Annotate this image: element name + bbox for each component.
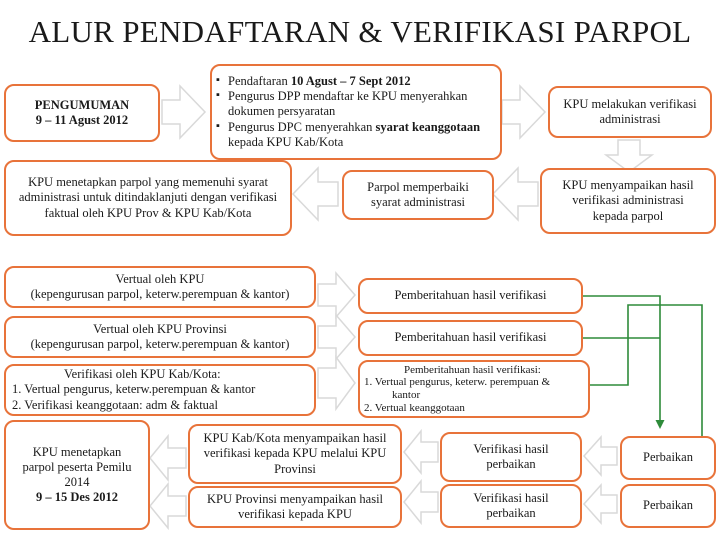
prov-menyampaikan-box: KPU Provinsi menyampaikan hasil verifikasi kepada KPU xyxy=(188,486,402,528)
arrow-verif2-to-prov xyxy=(404,481,438,523)
vertual-prov-box xyxy=(4,316,316,358)
arrow-kab-to-menetapkan xyxy=(150,436,186,480)
arrow-pendaftaran-to-verifikasi xyxy=(502,86,545,138)
pendaftaran-item-2: ▪ Pengurus DPP mendaftar ke KPU menyerahkan dokumen persyaratan xyxy=(216,89,496,120)
vertual-kpu-detail: (kepengurusan parpol, keterw.perempuan & kantor) xyxy=(30,287,290,301)
kpu-verifikasi-admin-box: KPU melakukan verifikasi administrasi xyxy=(548,86,712,138)
vertual-kpu-title: Vertual oleh KPU xyxy=(115,271,205,286)
pemberitahuan-3-item-1-cont: kantor xyxy=(392,389,421,401)
pendaftaran-item-3: ▪ Pengurus DPC menyerahkan syarat keanggotaan kepada KPU Kab/Kota xyxy=(216,120,496,151)
pengumuman-date: 9 – 11 Agust 2012 xyxy=(35,113,129,127)
vertual-prov-title: Vertual oleh KPU Provinsi xyxy=(93,321,227,336)
pendaftaran-box xyxy=(210,64,502,160)
vertual-kpu-box xyxy=(4,266,316,308)
perbaikan-1-box: Perbaikan xyxy=(620,436,716,480)
kab-menyampaikan-box: KPU Kab/Kota menyampaikan hasil verifikasi kepada KPU melalui KPU Provinsi xyxy=(188,424,402,484)
pemberitahuan-2-box: Pemberitahuan hasil verifikasi xyxy=(358,320,583,356)
arrow-perbaikan2-to-verif2 xyxy=(584,485,617,523)
pendaftaran-item-1: ▪ Pendaftaran 10 Agust – 7 Sept 2012 xyxy=(216,74,496,89)
pemberitahuan-1-box: Pemberitahuan hasil verifikasi xyxy=(358,278,583,314)
page-title: ALUR PENDAFTARAN & VERIFIKASI PARPOL xyxy=(28,14,692,49)
parpol-memperbaiki-box: Parpol memperbaiki syarat administrasi xyxy=(342,170,494,220)
kpu-menetapkan-lanjut-box: KPU menetapkan parpol yang memenuhi syarat administrasi untuk ditindaklanjuti dengan verifikasi faktual oleh KPU Prov & KPU Kab/Kota xyxy=(4,160,292,236)
pengumuman-box xyxy=(4,84,160,142)
arrow-parpol-to-menetapkan xyxy=(293,168,338,220)
arrow-hasil-to-parpol xyxy=(493,168,538,220)
arrow-verif1-to-kab xyxy=(404,431,438,473)
arrow-verifikasi-kab-right xyxy=(318,357,355,409)
arrow-vertual-prov-right xyxy=(318,315,355,359)
verifikasi-kab-item-1: 1. Vertual pengurus, keterw.perempuan & kantor xyxy=(12,382,256,397)
pengumuman-label: PENGUMUMAN xyxy=(34,97,130,112)
verifikasi-kab-title: Verifikasi oleh KPU Kab/Kota: xyxy=(64,367,221,382)
kpu-menetapkan-peserta-text: KPU menetapkan parpol peserta Pemilu 2014 xyxy=(22,444,132,489)
kpu-menyampaikan-hasil-box: KPU menyampaikan hasil verifikasi administrasi kepada parpol xyxy=(540,168,716,234)
verifikasi-perbaikan-1-box: Verifikasi hasil perbaikan xyxy=(440,432,582,482)
kpu-menetapkan-peserta-date: 9 – 15 Des 2012 xyxy=(36,490,118,505)
vertual-prov-detail: (kepengurusan parpol, keterw.perempuan & kantor) xyxy=(30,337,290,351)
arrow-perbaikan1-to-verif1 xyxy=(584,437,617,475)
pemberitahuan-3-title: Pemberitahuan hasil verifikasi: xyxy=(404,363,541,376)
verifikasi-kab-box xyxy=(4,364,316,416)
pemberitahuan-3-box xyxy=(358,360,590,418)
connector-pemberitahuan1 xyxy=(583,296,660,427)
arrow-prov-to-menetapkan xyxy=(150,484,186,528)
pemberitahuan-3-item-2: 2. Vertual keanggotaan xyxy=(364,401,465,414)
arrow-pengumuman-to-pendaftaran xyxy=(162,86,205,138)
perbaikan-2-box: Perbaikan xyxy=(620,484,716,528)
verifikasi-kab-item-2: 2. Verifikasi keanggotaan: adm & faktual xyxy=(12,397,218,412)
kpu-menetapkan-peserta-box xyxy=(4,420,150,530)
verifikasi-perbaikan-2-box: Verifikasi hasil perbaikan xyxy=(440,484,582,528)
pemberitahuan-3-item-1: 1. Vertual pengurus, keterw. perempuan & xyxy=(364,376,551,389)
arrow-vertual-kpu-right xyxy=(318,273,355,317)
